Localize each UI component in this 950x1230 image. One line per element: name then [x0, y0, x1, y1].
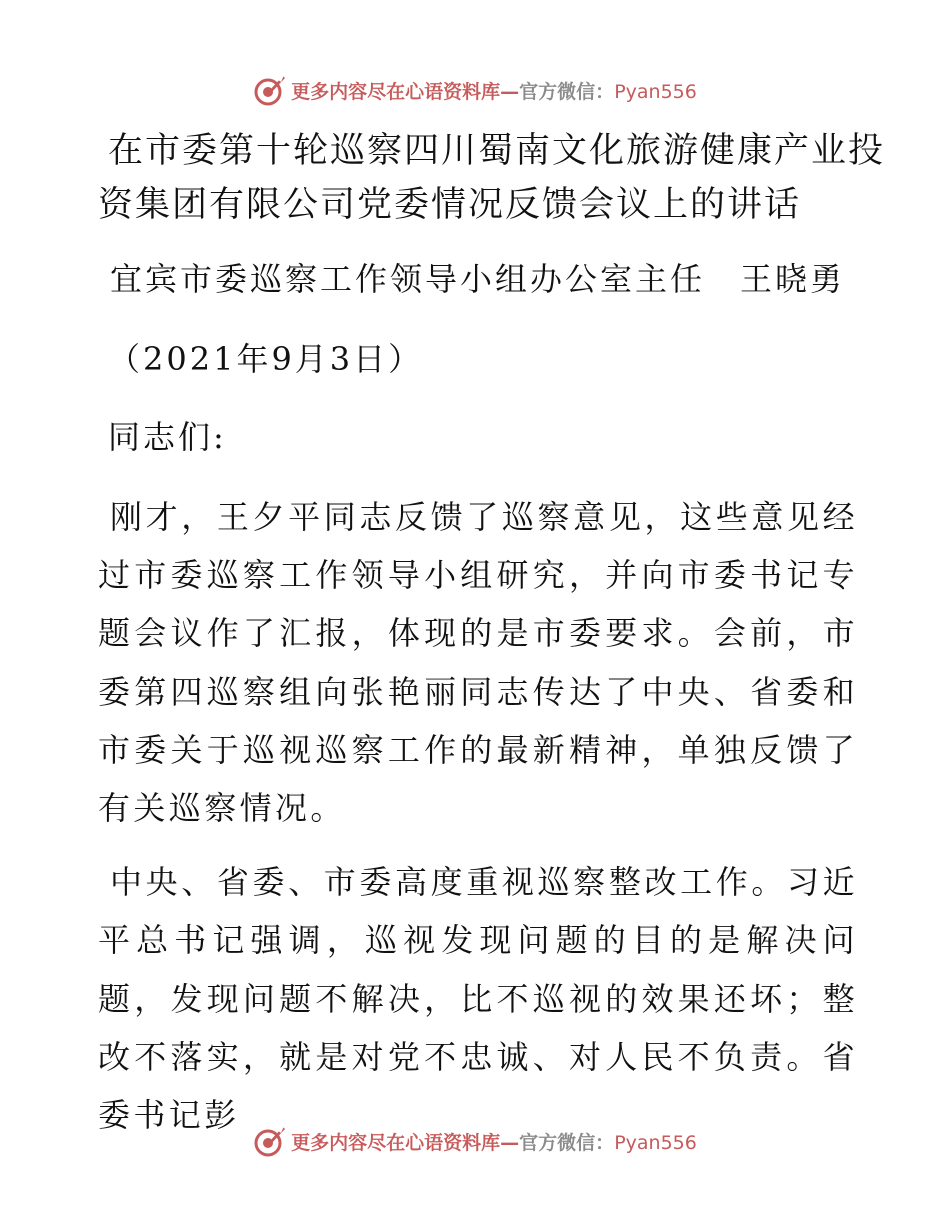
footer-watermark — [0, 1121, 950, 1161]
header-watermark — [0, 70, 950, 110]
body-paragraph: 中央、省委、市委高度重视巡察整改工作。习近平总书记强调，巡视发现问题的目的是解决问题，发现问题不解决，比不巡视的效果还坏；整改不落实，就是对党不忠诚、对人民不负责。省委书记彭 — [98, 863, 858, 1135]
document-salutation: 同志们: — [108, 418, 227, 456]
watermark-label: 官方微信： — [519, 1131, 615, 1154]
watermark-brand: 更多内容尽在心语资料库 — [291, 1131, 501, 1154]
quill-logo-icon — [253, 73, 287, 107]
watermark-label: 官方微信： — [519, 80, 615, 103]
document-date: （2021年9月3日） — [108, 340, 424, 378]
watermark-dash: — — [500, 80, 520, 103]
watermark-brand: 更多内容尽在心语资料库 — [291, 80, 501, 103]
document-author: 宜宾市委巡察工作领导小组办公室主任 王晓勇 — [110, 260, 846, 298]
document-title-line-2: 资集团有限公司党委情况反馈会议上的讲话 — [98, 185, 802, 225]
document-body — [98, 124, 886, 1144]
watermark-wechat-id: Pyan556 — [614, 1131, 697, 1154]
quill-logo-icon — [253, 1124, 287, 1158]
watermark-wechat-id: Pyan556 — [614, 80, 697, 103]
watermark-dash: — — [500, 1131, 520, 1154]
body-paragraph: 刚才，王夕平同志反馈了巡察意见，这些意见经过市委巡察工作领导小组研究，并向市委书记专题会议作了汇报，体现的是市委要求。会前，市委第四巡察组向张艳丽同志传达了中央、省委和市委关于巡视巡察工作的最新精神，单独反馈了有关巡察情况。 — [98, 498, 858, 828]
document-title-line-1: 在市委第十轮巡察四川蜀南文化旅游健康产业投 — [108, 131, 886, 171]
